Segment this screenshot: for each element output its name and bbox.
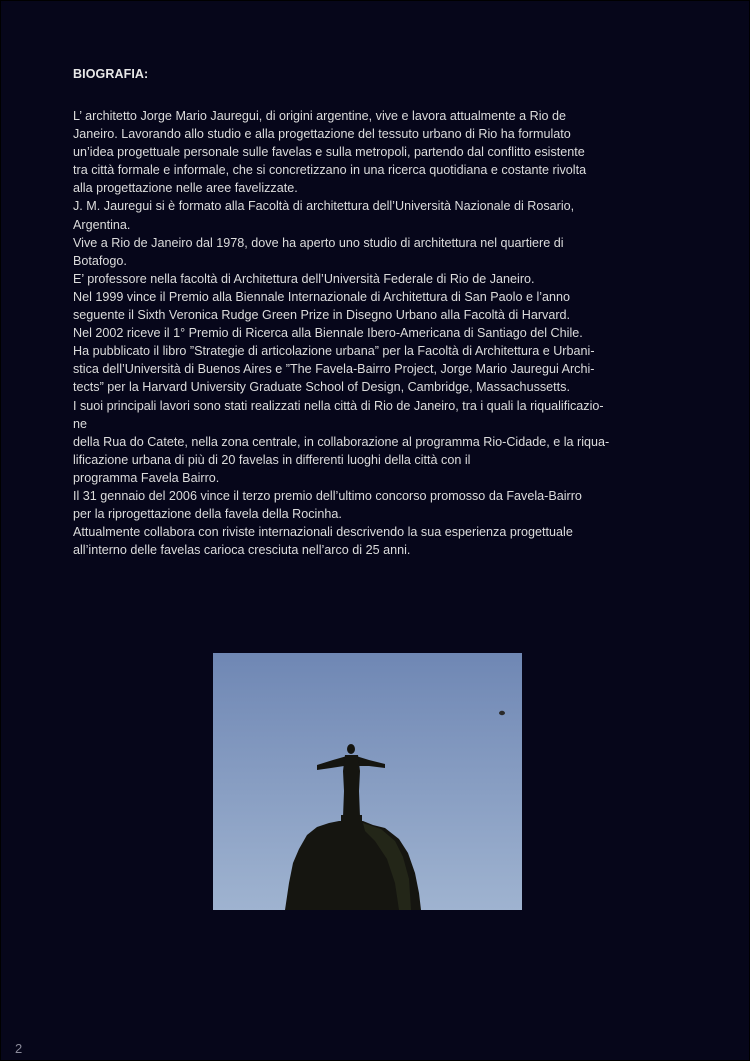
text-line: alla progettazione nelle aree favelizzate. (73, 181, 298, 196)
text-line: programma Favela Bairro. (73, 470, 220, 485)
text-line: lificazione urbana di più di 20 favelas in differenti luoghi della città con il (73, 452, 471, 467)
text-line: Nel 1999 vince il Premio alla Biennale Internazionale di Architettura di San Paolo e l’anno (73, 289, 571, 304)
text-line: stica dell’Università di Buenos Aires e ”The Favela-Bairro Project, Jorge Mario Jauregui Archi- (73, 362, 595, 377)
bird (499, 711, 505, 715)
text-line: un’idea progettuale personale sulle favelas e sulla metropoli, partendo dal conflitto esistente (73, 145, 585, 160)
text-line: I suoi principali lavori sono stati realizzati nella città di Rio de Janeiro, tra i quali la riqualificazio- (73, 398, 604, 413)
text-line: Nel 2002 riceve il 1° Premio di Ricerca alla Biennale Ibero-Americana di Santiago del Chile. (73, 326, 583, 341)
text-line: della Rua do Catete, nella zona centrale, in collaborazione al programma Rio-Cidade, e la riqua- (73, 434, 610, 449)
text-line: Vive a Rio de Janeiro dal 1978, dove ha aperto uno studio di architettura nel quartiere di (73, 235, 564, 250)
text-line: Botafogo. (73, 253, 127, 268)
text-line: tects” per la Harvard University Graduate School of Design, Cambridge, Massachussetts. (73, 380, 570, 395)
biography-text (73, 107, 673, 559)
text-line: per la riprogettazione della favela della Rocinha. (73, 507, 342, 522)
text-line: Ha pubblicato il libro ”Strategie di articolazione urbana” per la Facoltà di Architettura e Urbani- (73, 344, 595, 359)
text-line: J. M. Jauregui si è formato alla Facoltà di architettura dell’Università Nazionale di Rosario, (73, 199, 575, 214)
page-number: 2 (15, 1041, 23, 1056)
text-line: seguente il Sixth Veronica Rudge Green Prize in Disegno Urbano alla Facoltà di Harvard. (73, 308, 571, 323)
text-line: ne (73, 416, 88, 431)
text-line: all’interno delle favelas carioca cresciuta nell’arco di 25 anni. (73, 543, 411, 558)
text-line: tra città formale e informale, che si concretizzano in una ricerca quotidiana e costante rivolta (73, 163, 587, 178)
text-line: L’ architetto Jorge Mario Jauregui, di origini argentine, vive e lavora attualmente a Rio de (73, 109, 567, 123)
text-line: Il 31 gennaio del 2006 vince il terzo premio dell’ultimo concorso promosso da Favela-Bairro (73, 488, 582, 503)
photo-illustration (213, 653, 522, 910)
text-line: Janeiro. Lavorando allo studio e alla progettazione del tessuto urbano di Rio ha formulato (73, 127, 571, 142)
christ-the-redeemer-photo (213, 653, 522, 910)
text-line: Argentina. (73, 217, 131, 232)
text-line: Attualmente collabora con riviste internazionali descrivendo la sua esperienza progettuale (73, 525, 573, 540)
section-heading: BIOGRAFIA: (73, 67, 149, 81)
text-line: E’ professore nella facoltà di Architettura dell’Università Federale di Rio de Janeiro. (73, 271, 535, 286)
